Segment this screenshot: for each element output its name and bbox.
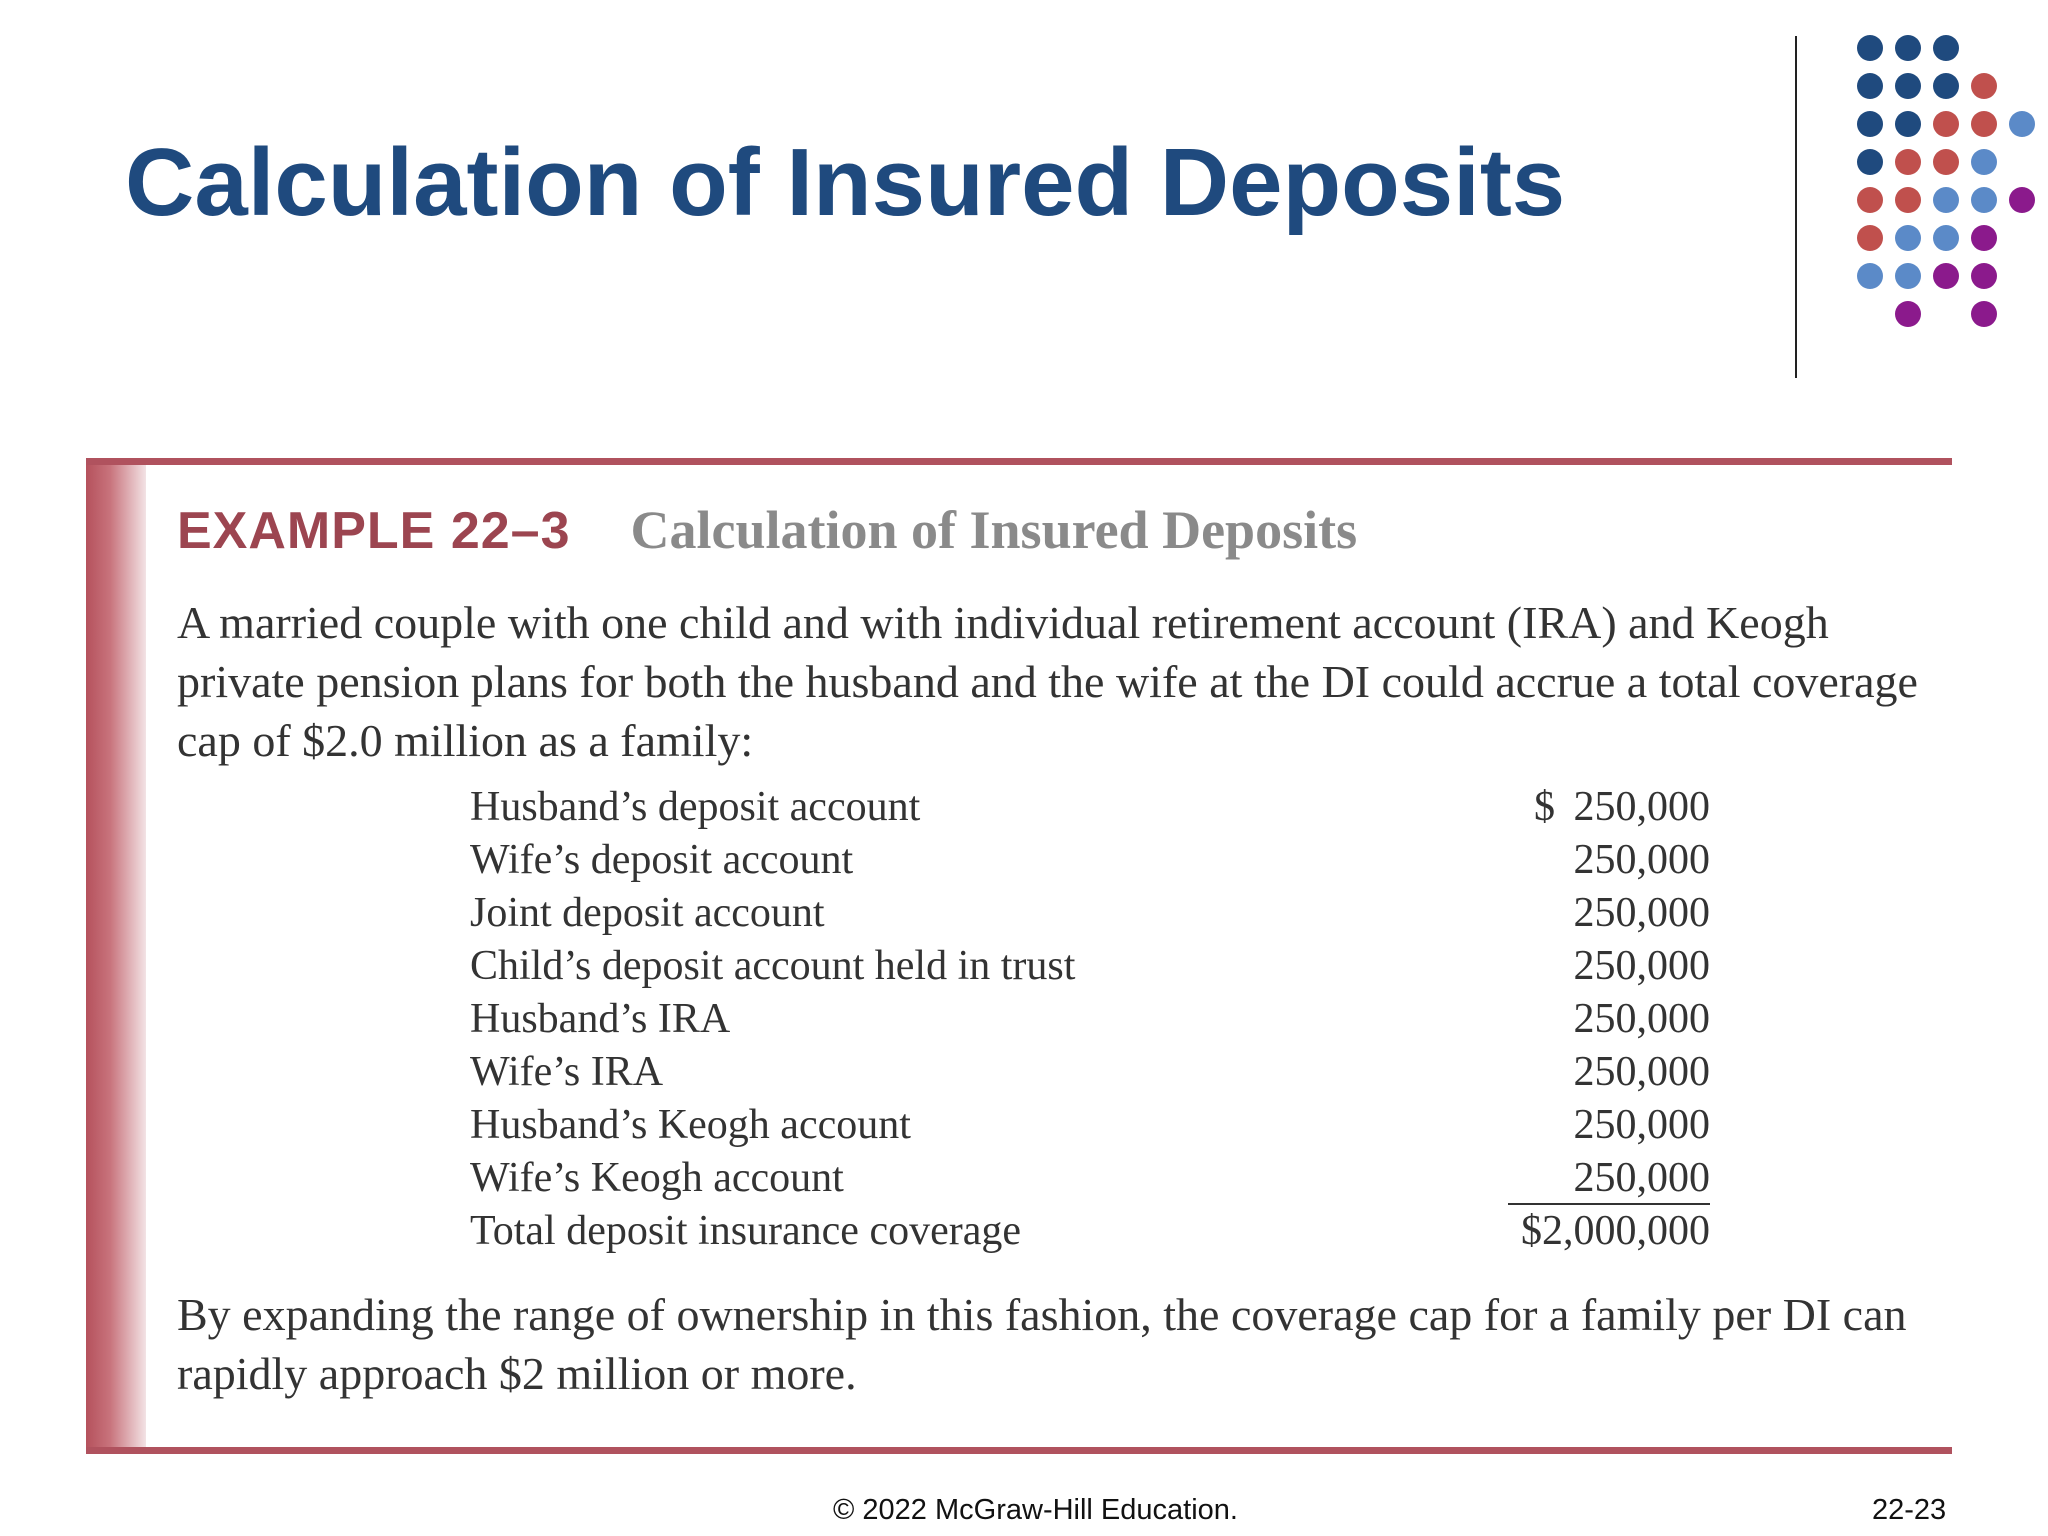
decorative-dot bbox=[1895, 149, 1921, 175]
row-label: Husband’s Keogh account bbox=[470, 1102, 911, 1148]
decorative-dot bbox=[1933, 225, 1959, 251]
row-label: Husband’s deposit account bbox=[470, 784, 921, 830]
example-label: EXAMPLE 22–3 bbox=[177, 502, 571, 560]
row-label: Wife’s Keogh account bbox=[470, 1155, 844, 1201]
decorative-dot bbox=[1971, 73, 1997, 99]
row-currency: $ bbox=[1534, 784, 1555, 830]
decorative-dot bbox=[2009, 111, 2035, 137]
decorative-dot bbox=[2009, 187, 2035, 213]
table-row bbox=[470, 1154, 1710, 1207]
decorative-dot bbox=[1933, 111, 1959, 137]
total-rule bbox=[1508, 1203, 1710, 1205]
decorative-dot bbox=[1895, 225, 1921, 251]
decorative-dot bbox=[1933, 149, 1959, 175]
row-amount: 250,000 bbox=[1573, 837, 1710, 883]
decorative-dot bbox=[1971, 149, 1997, 175]
decorative-dot bbox=[1933, 187, 1959, 213]
row-label: Child’s deposit account held in trust bbox=[470, 943, 1076, 989]
row-amount: 250,000 bbox=[1573, 1102, 1710, 1148]
row-label: Wife’s deposit account bbox=[470, 837, 854, 883]
decorative-dot bbox=[1857, 73, 1883, 99]
decorative-dot bbox=[1971, 263, 1997, 289]
decorative-dot bbox=[1857, 187, 1883, 213]
row-amount: 250,000 bbox=[1573, 1155, 1710, 1201]
decorative-dot bbox=[1971, 225, 1997, 251]
example-header bbox=[177, 499, 1357, 561]
row-label: Husband’s IRA bbox=[470, 996, 731, 1042]
footer-copyright: © 2022 McGraw-Hill Education. bbox=[833, 1494, 1238, 1526]
decorative-dot bbox=[1933, 35, 1959, 61]
example-box bbox=[86, 458, 1952, 1454]
decorative-dot bbox=[1857, 263, 1883, 289]
example-intro: A married couple with one child and with individual retirement account (IRA) and Keogh private pension plans for both the husband and the wife at the DI could accrue a total coverage cap of $2.0 million as a family: bbox=[177, 597, 1918, 766]
decorative-dot bbox=[1895, 35, 1921, 61]
decorative-dot bbox=[1857, 35, 1883, 61]
title-divider-line bbox=[1795, 36, 1797, 378]
row-amount: 250,000 bbox=[1573, 784, 1710, 830]
table-row bbox=[470, 836, 1710, 889]
table-row bbox=[470, 1101, 1710, 1154]
decorative-dot bbox=[1971, 111, 1997, 137]
table-row bbox=[470, 995, 1710, 1048]
decorative-dot bbox=[1895, 187, 1921, 213]
decorative-dot bbox=[1895, 301, 1921, 327]
example-closing: By expanding the range of ownership in this fashion, the coverage cap for a family per DI can rapidly approach $2 million or more. bbox=[177, 1289, 1907, 1399]
decorative-dot bbox=[1971, 301, 1997, 327]
row-amount: 250,000 bbox=[1573, 996, 1710, 1042]
decorative-dot bbox=[1895, 263, 1921, 289]
page-number: 22-23 bbox=[1872, 1494, 1947, 1526]
example-title: Calculation of Insured Deposits bbox=[630, 500, 1358, 560]
decorative-dot bbox=[1971, 187, 1997, 213]
row-amount: 250,000 bbox=[1573, 890, 1710, 936]
decorative-dot bbox=[1895, 111, 1921, 137]
coverage-table bbox=[470, 783, 1710, 1260]
row-label: Total deposit insurance coverage bbox=[470, 1208, 1022, 1254]
decorative-dot bbox=[1933, 73, 1959, 99]
decorative-dot bbox=[1857, 225, 1883, 251]
table-row-total bbox=[470, 1207, 1710, 1260]
table-row bbox=[470, 889, 1710, 942]
row-label: Joint deposit account bbox=[470, 890, 825, 936]
row-amount: 250,000 bbox=[1573, 943, 1710, 989]
row-amount: $2,000,000 bbox=[1521, 1208, 1710, 1254]
row-amount: 250,000 bbox=[1573, 1049, 1710, 1095]
decorative-dot bbox=[1933, 263, 1959, 289]
table-row bbox=[470, 1048, 1710, 1101]
decorative-dot bbox=[1857, 149, 1883, 175]
decorative-dot bbox=[1895, 73, 1921, 99]
slide-title: Calculation of Insured Deposits bbox=[125, 129, 1566, 236]
decorative-dot bbox=[1857, 111, 1883, 137]
table-row bbox=[470, 942, 1710, 995]
table-row bbox=[470, 783, 1710, 836]
example-accent-bar bbox=[86, 465, 146, 1447]
row-label: Wife’s IRA bbox=[470, 1049, 664, 1095]
